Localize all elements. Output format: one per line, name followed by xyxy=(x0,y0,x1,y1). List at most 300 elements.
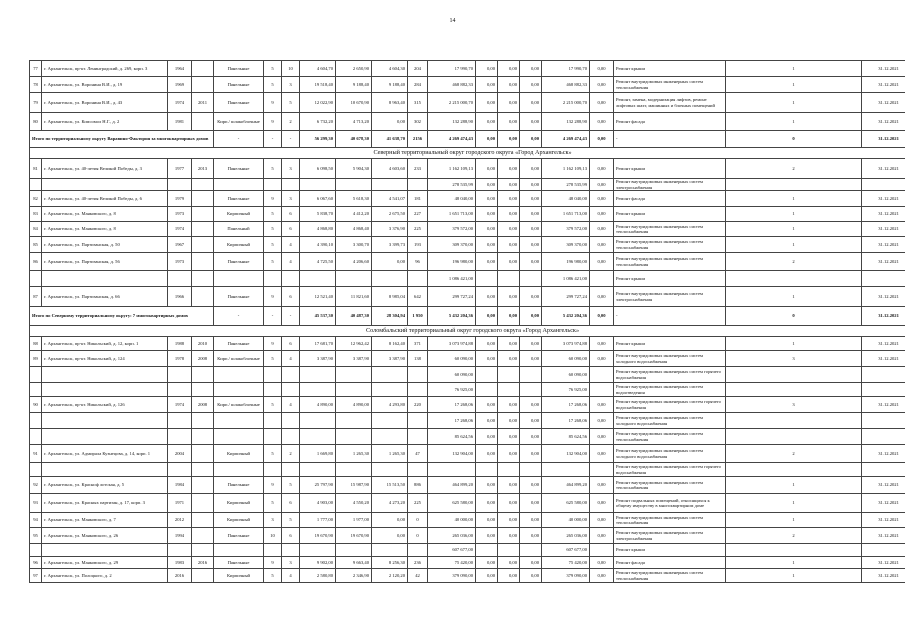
table-row xyxy=(30,113,905,131)
cell-federal-funds: 0,00 xyxy=(476,494,498,513)
cell-year-renovated xyxy=(192,179,214,191)
cell-floors: 9 xyxy=(264,477,282,494)
cell-work-count: 0 xyxy=(726,131,862,148)
cell-year-built: 1988 xyxy=(168,337,192,351)
cell-work-count: 1 xyxy=(726,222,862,237)
cell-specific-cost xyxy=(590,463,614,477)
cell-federal-funds: 0,00 xyxy=(476,413,498,429)
cell-wall-material: Панельные xyxy=(214,61,264,77)
table-row xyxy=(30,463,905,477)
cell-owner-funds: 379 090,00 xyxy=(542,569,590,583)
cell-address: г. Архангельск, ул. Маяковского, д. 26 xyxy=(42,528,168,544)
table-row xyxy=(30,413,905,429)
cell-year-renovated: 2008 xyxy=(192,351,214,367)
cell-work-type: Ремонт внутридомовых инженерных систем горячего водоснабжения xyxy=(614,463,726,477)
cell-owner-funds: 1 162 109,13 xyxy=(542,159,590,179)
cell-residents: 642 xyxy=(408,287,428,307)
cell-wall-material: Кирпичный xyxy=(214,569,264,583)
cell-total-cost: 1 162 109,13 xyxy=(428,159,476,179)
cell-work-type: Ремонт крыши xyxy=(614,271,726,287)
cell-total-cost: 48 040,00 xyxy=(428,191,476,207)
cell-regional-funds: 0,00 xyxy=(498,237,520,253)
cell-regional-funds: 0,00 xyxy=(498,397,520,413)
cell-floors: 9 xyxy=(264,337,282,351)
cell-entrances: - xyxy=(282,307,300,326)
cell-owned-area: 28 304,94 xyxy=(372,307,408,326)
table-row xyxy=(30,61,905,77)
cell-specific-cost: 0,00 xyxy=(590,287,614,307)
cell-deadline xyxy=(862,463,905,477)
cell-owned-area: 0,00 xyxy=(372,253,408,271)
cell-work-count: 1 xyxy=(726,237,862,253)
cell-federal-funds: 0,00 xyxy=(476,569,498,583)
cell-year-renovated xyxy=(192,367,214,383)
cell-row-number xyxy=(30,383,42,397)
cell-owner-funds: 1 086 421,00 xyxy=(542,271,590,287)
cell-municipal-funds: 0,00 xyxy=(520,61,542,77)
cell-owned-area: 0,00 xyxy=(372,513,408,528)
cell-wall-material: Кирпичный xyxy=(214,513,264,528)
cell-owner-funds: 132 288,90 xyxy=(542,113,590,131)
cell-entrances: 6 xyxy=(282,207,300,222)
cell-year-renovated: 2013 xyxy=(192,159,214,179)
cell-entrances: 5 xyxy=(282,513,300,528)
cell-year-renovated: 2008 xyxy=(192,397,214,413)
cell-total-cost: 17 268,06 xyxy=(428,397,476,413)
cell-year-built xyxy=(168,271,192,287)
cell-owner-funds: 2 215 000,70 xyxy=(542,93,590,113)
cell-total-cost: 1 086 421,00 xyxy=(428,271,476,287)
cell-total-cost: 17 268,06 xyxy=(428,413,476,429)
cell-deadline: 31.12.2021 xyxy=(862,307,905,326)
table-body xyxy=(30,61,905,583)
cell-total-cost: 76 925,00 xyxy=(428,383,476,397)
cell-owned-area: 0,00 xyxy=(372,113,408,131)
cell-floors: 5 xyxy=(264,351,282,367)
cell-total-cost: 75 420,00 xyxy=(428,557,476,569)
cell-year-built: 1969 xyxy=(168,77,192,93)
cell-total-cost: 4 269 474,43 xyxy=(428,131,476,148)
cell-floors xyxy=(264,271,282,287)
cell-work-count: 2 xyxy=(726,253,862,271)
cell-entrances: 6 xyxy=(282,528,300,544)
cell-residents: 225 xyxy=(408,222,428,237)
cell-municipal-funds: 0,00 xyxy=(520,287,542,307)
cell-municipal-funds: 0,00 xyxy=(520,207,542,222)
cell-owner-funds: 5 432 204,36 xyxy=(542,307,590,326)
cell-work-type: Ремонт внутридомовых инженерных систем холодного водоснабжения xyxy=(614,445,726,463)
cell-year-built xyxy=(168,413,192,429)
cell-address: г. Архангельск, ул. Полоцкого, д. 2 xyxy=(42,569,168,583)
cell-work-count xyxy=(726,429,862,445)
cell-federal-funds: 0,00 xyxy=(476,397,498,413)
cell-residential-area: 5 904,30 xyxy=(336,159,372,179)
cell-year-built: 1973 xyxy=(168,207,192,222)
cell-residents xyxy=(408,429,428,445)
cell-specific-cost: 0,00 xyxy=(590,445,614,463)
cell-row-number: 82 xyxy=(30,191,42,207)
table-row xyxy=(30,445,905,463)
cell-row-number: Итого по Северному территориальному округу: 7 многоквартирных домов xyxy=(30,307,214,326)
cell-federal-funds xyxy=(476,544,498,557)
cell-federal-funds: 0,00 xyxy=(476,93,498,113)
cell-entrances xyxy=(282,544,300,557)
cell-address: г. Архангельск, ул. Воронина В.И., д. 43 xyxy=(42,93,168,113)
cell-entrances: 10 xyxy=(282,61,300,77)
cell-specific-cost xyxy=(590,383,614,397)
cell-entrances xyxy=(282,367,300,383)
cell-residential-area: 9 663,40 xyxy=(336,557,372,569)
cell-year-renovated xyxy=(192,513,214,528)
cell-federal-funds: 0,00 xyxy=(476,77,498,93)
cell-municipal-funds: 0,00 xyxy=(520,528,542,544)
cell-residents: 233 xyxy=(408,159,428,179)
table-row xyxy=(30,253,905,271)
cell-municipal-funds xyxy=(520,463,542,477)
cell-total-cost: 40 000,00 xyxy=(428,513,476,528)
cell-federal-funds: 0,00 xyxy=(476,287,498,307)
cell-work-type: Ремонт внутридомовых инженерных систем горячего водоснабжения xyxy=(614,367,726,383)
table-row xyxy=(30,477,905,494)
cell-residents: 181 xyxy=(408,191,428,207)
cell-year-renovated xyxy=(192,113,214,131)
cell-owned-area: 4 293,80 xyxy=(372,397,408,413)
cell-work-type: Ремонт крыши xyxy=(614,61,726,77)
cell-regional-funds: 0,00 xyxy=(498,253,520,271)
cell-floors xyxy=(264,429,282,445)
cell-municipal-funds: 0,00 xyxy=(520,179,542,191)
cell-municipal-funds: 0,00 xyxy=(520,77,542,93)
cell-federal-funds xyxy=(476,367,498,383)
cell-regional-funds: 0,00 xyxy=(498,429,520,445)
cell-total-cost: 464 899,20 xyxy=(428,477,476,494)
cell-entrances: 2 xyxy=(282,113,300,131)
cell-total-area: 1 669,80 xyxy=(300,445,336,463)
cell-residential-area: 4 868,40 xyxy=(336,222,372,237)
cell-year-renovated xyxy=(192,429,214,445)
cell-wall-material xyxy=(214,544,264,557)
cell-year-renovated xyxy=(192,61,214,77)
cell-residential-area xyxy=(336,271,372,287)
cell-residential-area: 12 962,42 xyxy=(336,337,372,351)
cell-residential-area xyxy=(336,179,372,191)
cell-wall-material: Панельные xyxy=(214,253,264,271)
cell-residents xyxy=(408,544,428,557)
cell-work-count xyxy=(726,367,862,383)
cell-deadline: 31.12.2021 xyxy=(862,131,905,148)
cell-owned-area: 8 985,04 xyxy=(372,287,408,307)
table-row xyxy=(30,77,905,93)
cell-total-area: 6 098,50 xyxy=(300,159,336,179)
table-row xyxy=(30,397,905,413)
cell-municipal-funds xyxy=(520,383,542,397)
cell-work-type: Ремонт внутридомовых инженерных систем теплоснабжения xyxy=(614,477,726,494)
cell-wall-material: Кирпичный xyxy=(214,237,264,253)
cell-year-renovated: 2010 xyxy=(192,337,214,351)
cell-wall-material: Панельные xyxy=(214,77,264,93)
cell-regional-funds: 0,00 xyxy=(498,222,520,237)
cell-total-cost: 3 073 974,88 xyxy=(428,337,476,351)
cell-work-count: 1 xyxy=(726,337,862,351)
cell-deadline xyxy=(862,544,905,557)
cell-work-count: 1 xyxy=(726,207,862,222)
cell-floors: 5 xyxy=(264,494,282,513)
cell-deadline: 31.12.2021 xyxy=(862,253,905,271)
cell-work-type: Ремонт фасада xyxy=(614,191,726,207)
cell-year-renovated xyxy=(192,222,214,237)
cell-regional-funds: 0,00 xyxy=(498,557,520,569)
table-row xyxy=(30,569,905,583)
cell-specific-cost: 0,00 xyxy=(590,113,614,131)
cell-municipal-funds xyxy=(520,271,542,287)
cell-regional-funds xyxy=(498,367,520,383)
cell-deadline: 31.12.2021 xyxy=(862,93,905,113)
cell-year-built: 1974 xyxy=(168,93,192,113)
cell-specific-cost: 0,00 xyxy=(590,253,614,271)
cell-floors: 9 xyxy=(264,557,282,569)
cell-row-number: 95 xyxy=(30,528,42,544)
cell-regional-funds xyxy=(498,544,520,557)
cell-residents: 193 xyxy=(408,237,428,253)
cell-total-cost: 85 624,56 xyxy=(428,429,476,445)
cell-residential-area: 3 300,70 xyxy=(336,237,372,253)
cell-total-cost: 607 677,00 xyxy=(428,544,476,557)
cell-total-area: 4 890,00 xyxy=(300,397,336,413)
cell-floors: 9 xyxy=(264,113,282,131)
cell-address: г. Архангельск, ул. Партизанская, д. 66 xyxy=(42,287,168,307)
cell-specific-cost: 0,00 xyxy=(590,337,614,351)
section-title: Соломбальский территориальный округ городского округа «Город Архангельск» xyxy=(30,326,905,337)
cell-total-area: 4 868,80 xyxy=(300,222,336,237)
cell-owner-funds: 1 651 713,00 xyxy=(542,207,590,222)
cell-address xyxy=(42,179,168,191)
cell-total-area xyxy=(300,429,336,445)
cell-work-count xyxy=(726,271,862,287)
cell-year-renovated xyxy=(192,77,214,93)
cell-regional-funds xyxy=(498,271,520,287)
cell-entrances: 5 xyxy=(282,93,300,113)
cell-owned-area xyxy=(372,383,408,397)
cell-deadline: 31.12.2021 xyxy=(862,287,905,307)
cell-total-area: 4 725,50 xyxy=(300,253,336,271)
cell-year-built: 1964 xyxy=(168,61,192,77)
cell-regional-funds: 0,00 xyxy=(498,307,520,326)
cell-floors: 5 xyxy=(264,253,282,271)
cell-row-number xyxy=(30,179,42,191)
table-row xyxy=(30,429,905,445)
cell-floors: 9 xyxy=(264,93,282,113)
cell-work-count xyxy=(726,179,862,191)
cell-wall-material: Панельные xyxy=(214,337,264,351)
table-row xyxy=(30,528,905,544)
cell-owned-area: 3 376,90 xyxy=(372,222,408,237)
cell-entrances: 4 xyxy=(282,397,300,413)
cell-owned-area: 4 273,20 xyxy=(372,494,408,513)
cell-work-count: 1 xyxy=(726,77,862,93)
cell-federal-funds: 0,00 xyxy=(476,61,498,77)
cell-specific-cost: 0,00 xyxy=(590,222,614,237)
cell-total-cost: 1 651 713,00 xyxy=(428,207,476,222)
cell-work-count xyxy=(726,413,862,429)
cell-municipal-funds: 0,00 xyxy=(520,557,542,569)
cell-federal-funds: 0,00 xyxy=(476,337,498,351)
cell-municipal-funds: 0,00 xyxy=(520,569,542,583)
cell-regional-funds: 0,00 xyxy=(498,287,520,307)
cell-wall-material: Панельный xyxy=(214,222,264,237)
cell-specific-cost xyxy=(590,367,614,383)
table-row xyxy=(30,191,905,207)
cell-owned-area xyxy=(372,271,408,287)
cell-deadline xyxy=(862,271,905,287)
cell-wall-material xyxy=(214,179,264,191)
cell-specific-cost: 0,00 xyxy=(590,131,614,148)
cell-row-number: 92 xyxy=(30,477,42,494)
cell-address xyxy=(42,271,168,287)
cell-total-cost: 5 432 204,36 xyxy=(428,307,476,326)
cell-residential-area: 4 713,20 xyxy=(336,113,372,131)
cell-owned-area: 8 162,40 xyxy=(372,337,408,351)
cell-year-built: 1974 xyxy=(168,397,192,413)
cell-deadline: 31.12.2021 xyxy=(862,113,905,131)
cell-floors: 10 xyxy=(264,528,282,544)
table-row xyxy=(30,287,905,307)
cell-specific-cost: 0,00 xyxy=(590,77,614,93)
cell-regional-funds: 0,00 xyxy=(498,413,520,429)
cell-entrances: 3 xyxy=(282,557,300,569)
cell-row-number: 90 xyxy=(30,397,42,413)
cell-entrances: 4 xyxy=(282,237,300,253)
cell-deadline: 31.12.2021 xyxy=(862,494,905,513)
cell-total-area: 6 067,60 xyxy=(300,191,336,207)
cell-row-number: 78 xyxy=(30,77,42,93)
cell-entrances: 6 xyxy=(282,222,300,237)
cell-wall-material: Кирп./ шлакоблочные xyxy=(214,113,264,131)
cell-deadline: 31.12.2021 xyxy=(862,528,905,544)
cell-row-number: 79 xyxy=(30,93,42,113)
cell-work-type: Ремонт внутридомовых инженерных систем теплоснабжения xyxy=(614,569,726,583)
cell-total-area: 4 604,70 xyxy=(300,61,336,77)
cell-year-built: 1978 xyxy=(168,351,192,367)
cell-residential-area: 5 618,30 xyxy=(336,191,372,207)
cell-work-count: 3 xyxy=(726,397,862,413)
cell-year-renovated xyxy=(192,477,214,494)
cell-entrances xyxy=(282,413,300,429)
cell-address xyxy=(42,463,168,477)
cell-owner-funds: 17 990,70 xyxy=(542,61,590,77)
cell-address: г. Архангельск, ул. Партизанская, д. 56 xyxy=(42,253,168,271)
cell-deadline xyxy=(862,383,905,397)
cell-deadline: 31.12.2021 xyxy=(862,445,905,463)
cell-total-cost: 309 370,00 xyxy=(428,237,476,253)
cell-floors: 5 xyxy=(264,159,282,179)
cell-specific-cost: 0,00 xyxy=(590,429,614,445)
cell-municipal-funds xyxy=(520,367,542,383)
cell-owned-area: 3 399,73 xyxy=(372,237,408,253)
cell-floors: 5 xyxy=(264,77,282,93)
cell-total-cost xyxy=(428,463,476,477)
cell-total-area: 6 732,20 xyxy=(300,113,336,131)
cell-total-area: 5 838,70 xyxy=(300,207,336,222)
cell-entrances xyxy=(282,179,300,191)
cell-total-area xyxy=(300,413,336,429)
cell-residential-area: 15 987,90 xyxy=(336,477,372,494)
cell-floors: - xyxy=(264,307,282,326)
cell-owned-area xyxy=(372,544,408,557)
page-number: 14 xyxy=(449,18,456,24)
cell-specific-cost: 0,00 xyxy=(590,494,614,513)
cell-year-built: 1977 xyxy=(168,159,192,179)
cell-year-built xyxy=(168,463,192,477)
cell-floors: 5 xyxy=(264,397,282,413)
cell-owner-funds: 299 727,24 xyxy=(542,287,590,307)
cell-year-renovated xyxy=(192,445,214,463)
cell-total-area: 3 387,90 xyxy=(300,351,336,367)
cell-total-area: 17 681,70 xyxy=(300,337,336,351)
cell-federal-funds: 0,00 xyxy=(476,557,498,569)
cell-work-type: Ремонт внутридомовых инженерных систем электроснабжения xyxy=(614,528,726,544)
cell-owner-funds: 607 677,00 xyxy=(542,544,590,557)
cell-regional-funds: 0,00 xyxy=(498,351,520,367)
cell-deadline: 31.12.2021 xyxy=(862,397,905,413)
cell-address: г. Архангельск, ул. Воронина В.И., д. 19 xyxy=(42,77,168,93)
cell-wall-material: Кирпичный xyxy=(214,445,264,463)
section-header-row xyxy=(30,326,905,337)
cell-floors xyxy=(264,383,282,397)
cell-owned-area: 8 256,30 xyxy=(372,557,408,569)
cell-total-cost: 468 882,33 xyxy=(428,77,476,93)
cell-municipal-funds: 0,00 xyxy=(520,159,542,179)
cell-owner-funds: 76 925,00 xyxy=(542,383,590,397)
cell-federal-funds xyxy=(476,463,498,477)
cell-municipal-funds xyxy=(520,544,542,557)
cell-municipal-funds: 0,00 xyxy=(520,237,542,253)
cell-regional-funds: 0,00 xyxy=(498,131,520,148)
cell-work-type: Ремонт внутридомовых инженерных систем горячего водоснабжения xyxy=(614,397,726,413)
cell-total-area: 45 537,30 xyxy=(300,307,336,326)
cell-municipal-funds: 0,00 xyxy=(520,429,542,445)
cell-year-built xyxy=(168,429,192,445)
cell-address: г. Архангельск, ул. Партизанская, д. 50 xyxy=(42,237,168,253)
cell-year-renovated xyxy=(192,494,214,513)
table-row xyxy=(30,93,905,113)
cell-row-number: 88 xyxy=(30,337,42,351)
cell-owned-area: 3 387,90 xyxy=(372,351,408,367)
cell-floors xyxy=(264,463,282,477)
cell-address: г. Архангельск, ул. Маяковского, д. 29 xyxy=(42,557,168,569)
cell-residents: 371 xyxy=(408,337,428,351)
cell-residential-area: 40 678,30 xyxy=(336,131,372,148)
cell-residents: 225 xyxy=(408,494,428,513)
cell-year-built: 1967 xyxy=(168,237,192,253)
cell-deadline: 31.12.2021 xyxy=(862,237,905,253)
cell-municipal-funds: 0,00 xyxy=(520,397,542,413)
table-row xyxy=(30,159,905,179)
cell-wall-material: Кирпичный xyxy=(214,207,264,222)
cell-deadline xyxy=(862,367,905,383)
cell-specific-cost xyxy=(590,544,614,557)
cell-work-count: 0 xyxy=(726,307,862,326)
cell-owned-area xyxy=(372,429,408,445)
cell-residents xyxy=(408,179,428,191)
cell-floors: - xyxy=(264,131,282,148)
cell-owned-area: 2 675,50 xyxy=(372,207,408,222)
cell-total-cost: 625 580,00 xyxy=(428,494,476,513)
cell-wall-material: Кирп./ шлакоблочные xyxy=(214,351,264,367)
cell-row-number: 85 xyxy=(30,237,42,253)
cell-entrances: 6 xyxy=(282,287,300,307)
cell-specific-cost: 0,00 xyxy=(590,351,614,367)
cell-total-cost: 265 036,00 xyxy=(428,528,476,544)
